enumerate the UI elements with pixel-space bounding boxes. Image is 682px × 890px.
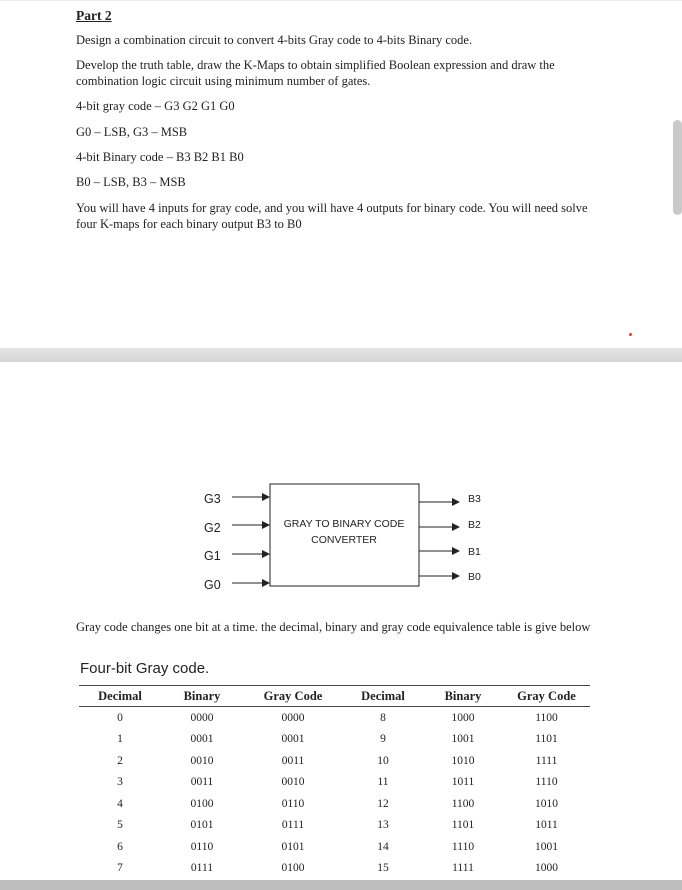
window-bottom-bar [0,880,682,890]
cell-gray: 1111 [535,754,558,767]
table-row [79,750,590,772]
cell-gray: 0000 [281,711,305,724]
cell-gray: 0100 [281,862,305,875]
cell-gray: 0110 [281,797,305,810]
input-label-g2: G2 [204,521,221,535]
input-label-g0: G0 [204,578,221,592]
part-heading: Part 2 [76,8,112,23]
paragraph-gray-bits: 4-bit gray code – G3 G2 G1 G0 [76,99,235,113]
output-label-b1: B1 [468,546,481,558]
header-binary-1: Binary [161,686,243,707]
cell-gray: 0111 [281,819,305,832]
output-label-b2: B2 [468,519,481,531]
cell-decimal: 14 [377,840,389,853]
table-row [79,858,590,880]
cell-decimal: 13 [377,819,389,832]
table-row [79,707,590,729]
paragraph-inputs-outputs: You will have 4 inputs for gray code, and you will have 4 outputs for binary code. You will need solve four K-maps for each binary output B3 to B0 [76,201,588,231]
table-header-row [79,686,590,707]
table-caption: Four-bit Gray code. [80,660,210,677]
paragraph-develop: Develop the truth table, draw the K-Maps to obtain simplified Boolean expression and draw the combination logic circuit using minimum number of gates. [76,58,555,88]
cell-gray: 0001 [281,733,305,746]
cell-decimal: 1 [117,733,123,746]
cell-binary: 0001 [190,733,214,746]
cell-binary: 1010 [451,754,475,767]
cell-decimal: 9 [380,733,386,746]
explanation-text: Gray code changes one bit at a time. the decimal, binary and gray code equivalence table is give below [76,620,591,634]
output-label-b3: B3 [468,493,481,505]
cell-gray: 1001 [535,840,558,853]
cell-binary: 0110 [190,840,214,853]
paragraph-gray-lsb-msb: G0 – LSB, G3 – MSB [76,125,188,139]
cell-decimal: 11 [377,776,389,789]
cell-decimal: 3 [117,776,123,789]
cell-gray: 0101 [281,840,305,853]
paragraph-binary-bits: 4-bit Binary code – B3 B2 B1 B0 [76,150,244,164]
converter-label-line2: CONVERTER [311,534,377,546]
cell-decimal: 8 [380,711,386,724]
cell-decimal: 2 [117,754,123,767]
cell-binary: 1110 [451,840,475,853]
cell-decimal: 12 [377,797,389,810]
cell-gray: 1011 [535,819,558,832]
paragraph-binary-lsb-msb: B0 – LSB, B3 – MSB [76,175,186,189]
cell-binary: 0010 [190,754,214,767]
cell-gray: 1101 [535,733,558,746]
cell-decimal: 4 [117,797,123,810]
cell-binary: 0000 [190,711,214,724]
cell-binary: 0100 [190,797,214,810]
input-label-g1: G1 [204,549,221,563]
cell-binary: 1101 [451,819,475,832]
cell-binary: 1100 [451,797,475,810]
cell-binary: 0011 [190,776,214,789]
table-row [79,772,590,794]
header-decimal-1: Decimal [79,686,161,707]
cell-decimal: 6 [117,840,123,853]
cell-binary: 1000 [451,711,475,724]
header-gray-1: Gray Code [243,686,343,707]
table-row [79,729,590,751]
cell-gray: 1010 [535,797,558,810]
table-row [79,836,590,858]
cell-gray: 0011 [281,754,305,767]
cell-binary: 1011 [451,776,475,789]
input-label-g3: G3 [204,492,221,506]
cell-decimal: 5 [117,819,123,832]
gray-code-table [79,685,590,879]
header-binary-2: Binary [423,686,503,707]
cell-binary: 0111 [190,862,214,875]
header-gray-2: Gray Code [503,686,590,707]
paragraph-design: Design a combination circuit to convert 4-bits Gray code to 4-bits Binary code. [76,33,473,47]
header-decimal-2: Decimal [343,686,423,707]
cell-binary: 1001 [451,733,475,746]
cell-decimal: 10 [377,754,389,767]
cell-gray: 0010 [281,776,305,789]
cell-decimal: 15 [377,862,389,875]
converter-label-line1: GRAY TO BINARY CODE [283,518,405,530]
cell-decimal: 7 [117,862,123,875]
cell-gray: 1110 [535,776,558,789]
cell-binary: 0101 [190,819,214,832]
cell-decimal: 0 [117,711,123,724]
cell-gray: 1100 [535,711,558,724]
cell-gray: 1000 [535,862,558,875]
table-row [79,815,590,837]
output-label-b0: B0 [468,571,481,583]
cell-binary: 1111 [452,862,474,875]
table-row [79,793,590,815]
